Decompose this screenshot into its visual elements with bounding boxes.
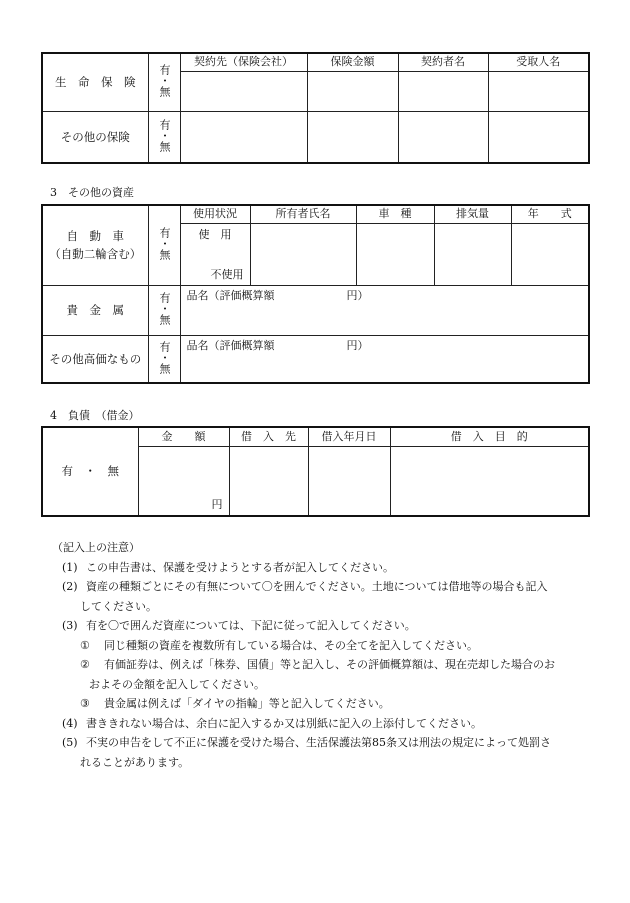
header-displacement: 排気量 <box>434 205 511 223</box>
note-item <box>52 655 592 675</box>
insurance-table <box>41 52 590 164</box>
note-text: 有を〇で囲んだ資産については、下記に従って記入してください。 <box>86 619 416 632</box>
debt-amount-field[interactable]: 円 <box>138 446 229 516</box>
purpose-field[interactable] <box>390 446 589 516</box>
note-text: 同じ種類の資産を複数所有している場合は、その全てを記入してください。 <box>104 638 478 652</box>
displacement-field[interactable] <box>434 223 511 285</box>
header-borrow-date: 借入年月日 <box>308 427 390 446</box>
usage-options[interactable] <box>180 223 250 285</box>
debt-table <box>41 426 590 517</box>
metals-item-field[interactable]: 品名（評価概算額 円） <box>180 285 589 335</box>
note-number: (5) <box>62 736 78 749</box>
life-contractor-field[interactable] <box>398 71 488 111</box>
valuables-presence[interactable]: 有・無 <box>148 335 180 383</box>
note-text: 有価証券は、例えば「株券、国債」等と記入し、その評価概算額は、現在売却した場合のお <box>104 658 555 671</box>
lender-field[interactable] <box>229 446 308 516</box>
metals-label: 貴 金 属 <box>42 285 148 335</box>
debt-section-title: 4 負債 （借金） <box>50 409 140 422</box>
note-text: 貴金属は例えば「ダイヤの指輪」等と記入してください。 <box>104 697 390 710</box>
header-contractor: 契約者名 <box>398 53 488 71</box>
note-text: この申告書は、保護を受けようとする者が記入してください。 <box>86 560 394 574</box>
year-field[interactable] <box>511 223 589 285</box>
usage-not-in-use[interactable]: 不使用 <box>210 267 244 281</box>
vehicle-label: 自 動 車 （自動二輪含む） <box>42 205 148 285</box>
usage-in-use[interactable]: 使 用 <box>198 227 232 241</box>
note-number: ② <box>80 658 90 671</box>
model-field[interactable] <box>356 223 434 285</box>
debt-presence[interactable]: 有 ・ 無 <box>42 427 138 516</box>
note-item <box>52 694 592 714</box>
life-insurance-label: 生 命 保 険 <box>42 53 148 111</box>
metals-presence[interactable]: 有・無 <box>148 285 180 335</box>
assets-section-title: 3 その他の資産 <box>50 186 134 199</box>
valuables-label: その他高価なもの <box>42 335 148 383</box>
other-insurer-field[interactable] <box>180 111 307 163</box>
other-insurance-label: その他の保険 <box>42 111 148 163</box>
note-number: (1) <box>62 560 78 574</box>
note-text: 資産の種類ごとにその有無について〇を囲んでください。土地については借地等の場合も記入 <box>86 580 548 593</box>
header-debt-amount: 金 額 <box>138 427 229 446</box>
header-insurer: 契約先（保険会社） <box>180 53 307 71</box>
note-continuation: れることがあります。 <box>80 755 190 769</box>
assets-table <box>41 204 590 384</box>
note-item <box>52 714 592 734</box>
note-item <box>52 616 592 636</box>
note-item <box>52 733 592 753</box>
header-usage: 使用状況 <box>180 205 250 223</box>
note-item <box>52 636 592 656</box>
note-number: (4) <box>62 716 78 730</box>
header-insured-amount: 保険金額 <box>307 53 398 71</box>
life-beneficiary-field[interactable] <box>488 71 589 111</box>
note-item <box>52 558 592 578</box>
header-owner: 所有者氏名 <box>250 205 356 223</box>
life-insurer-field[interactable] <box>180 71 307 111</box>
valuables-item-field[interactable]: 品名（評価概算額 円） <box>180 335 589 383</box>
notes-section <box>52 538 592 772</box>
note-number: (2) <box>62 580 78 593</box>
note-number: (3) <box>62 619 78 632</box>
header-purpose: 借 入 目 的 <box>390 427 589 446</box>
note-continuation: してください。 <box>80 599 157 613</box>
note-text: 書ききれない場合は、余白に記入するか又は別紙に記入の上添付してください。 <box>86 716 482 730</box>
notes-title: （記入上の注意） <box>52 541 140 554</box>
note-number: ③ <box>80 697 90 710</box>
header-year: 年 式 <box>511 205 589 223</box>
vehicle-presence[interactable]: 有・無 <box>148 205 180 285</box>
borrow-date-field[interactable] <box>308 446 390 516</box>
header-model: 車 種 <box>356 205 434 223</box>
note-continuation: およその金額を記入してください。 <box>89 677 265 691</box>
life-amount-field[interactable] <box>307 71 398 111</box>
header-beneficiary: 受取人名 <box>488 53 589 71</box>
note-item <box>52 577 592 597</box>
note-text: 不実の申告をして不正に保護を受けた場合、生活保護法第85条又は刑法の規定によって処罰さ <box>86 736 551 749</box>
note-number: ① <box>80 638 90 652</box>
life-insurance-presence[interactable]: 有・無 <box>148 53 180 111</box>
other-contractor-field[interactable] <box>398 111 488 163</box>
other-amount-field[interactable] <box>307 111 398 163</box>
other-insurance-presence[interactable]: 有・無 <box>148 111 180 163</box>
header-lender: 借 入 先 <box>229 427 308 446</box>
other-beneficiary-field[interactable] <box>488 111 589 163</box>
owner-field[interactable] <box>250 223 356 285</box>
